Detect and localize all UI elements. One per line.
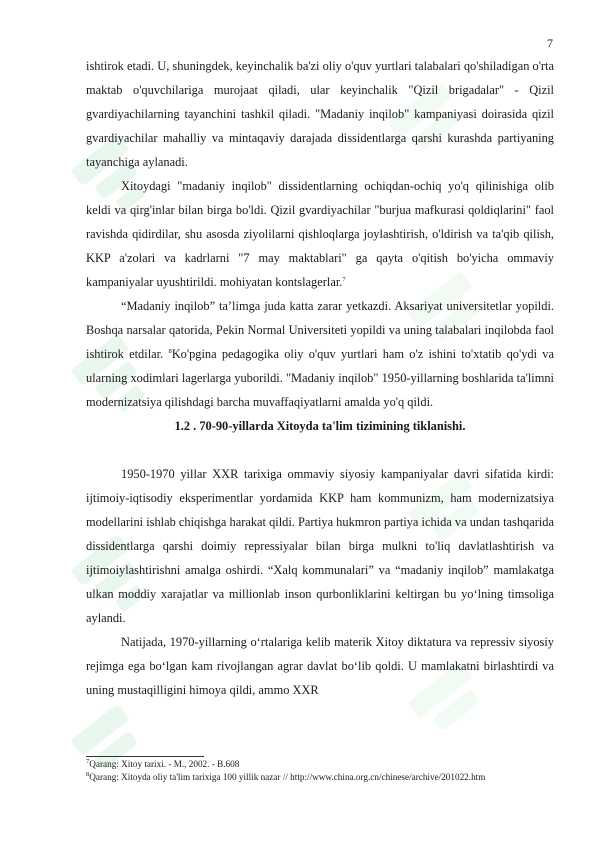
footnote-ref-7[interactable]: 7 — [342, 275, 346, 283]
paragraph-text: Natijada, 1970-yillarning o‘rtalariga kelib materik Xitoy diktatura va repressiv siyosiy rejimga ega bo‘lgan kam rivojlangan agrar davlat bo‘lib qoldi. U mamlakatni birlashtirdi va uning mustaqilligini himoya qildi, ammo XXR — [86, 635, 554, 697]
footnote-8 — [86, 771, 556, 784]
page-number: 7 — [547, 36, 553, 50]
footnote-mark: 8 — [86, 770, 90, 778]
paragraph-education-damage — [86, 294, 554, 414]
section-heading: 1.2 . 70-90-yillarda Xitoyda ta'lim tizimining tiklanishi. — [174, 419, 466, 433]
page-body — [86, 54, 554, 702]
paragraph-text: Ko'pgina pedagogika oliy o'quv yurtlari ham o'z ishini to'xtatib qo'ydi va ularning xodimlari lagerlarga yuborildi. "Madaniy inqilob" 1950-yillarning boshlarida ta'limni modernizatsiya qilishdagi barcha muvaffaqiyatlarni amalda yo'q qildi. — [86, 347, 555, 409]
footnote-7 — [86, 758, 556, 771]
footnotes — [86, 758, 556, 784]
paragraph-text: “Madaniy inqilob” ta’limga juda katta zarar yetkazdi. Aksariyat universitetlar yopildi. Boshqa narsalar qatorida, Pekin Normal Universiteti yopildi va uning talabalari inqilobda faol ishtirok etdilar. — [86, 299, 554, 361]
paragraph-text: ishtirok etadi. U, shuningdek, keyinchalik ba'zi oliy o'quv yurtlari talabalari qo'shiladigan o'rta maktab o'quvchilariga murojaat qiladi, ular keyinchalik "Qizil brigadalar" - Qizil gvardiyachilarning tayanchini tashkil qiladi. "Madaniy inqilob" kampaniyasi doirasida qizil gvardiyachilar mahalliy va mintaqaviy darajada dissidentlarga qarshi kurashda partiyaning tayanchiga aylanadi. — [86, 59, 554, 169]
paragraph-continuation — [86, 54, 554, 174]
paragraph-political-campaigns — [86, 462, 554, 630]
paragraph-text: Xitoydagi "madaniy inqilob" dissidentlarning ochiqdan-ochiq yo'q qilinishiga olib keldi va qirg'inlar bilan birga bo'ldi. Qizil gvardiyachilar "burjua mafkurasi qoldiqlarini" faol ravishda qidirdilar, shu asosda ziyolilarni qishloqlarga joylashtirish, o'ldirish va ta'qib qilish, KKP a'zolari va kadrlarni "7 may maktablari" ga qayta o'qitish bo'yicha ommaviy kampaniyalar uyushtirildi. mohiyatan kontslagerlar. — [86, 179, 554, 289]
paragraph-result — [86, 630, 554, 702]
footnote-text: Qarang: Xitoy tarixi. - M., 2002. - B.608 — [89, 759, 240, 769]
footnote-divider — [86, 756, 204, 757]
paragraph-cultural-revolution — [86, 174, 554, 294]
footnote-mark: 7 — [86, 757, 90, 765]
footnote-ref-8[interactable]: 8 — [168, 347, 172, 355]
paragraph-text: 1950-1970 yillar XXR tarixiga ommaviy siyosiy kampaniyalar davri sifatida kirdi: ijtimoiy-iqtisodiy eksperimentlar yordamida KKP ham kommunizm, ham modernizatsiya modellarini ishlab chiqishga harakat qildi. Partiya hukmron partiya ichida va undan tashqarida dissidentlarga qarshi doimiy repressiyalar bilan birga mulkni to'liq davlatlashtirish va ijtimoiylashtirishni amalga oshirdi. “Xalq kommunalari” va “madaniy inqilob” mamlakatga ulkan moddiy xarajatlar va millionlab inson qurbonliklarini keltirgan bu yo‘lning timsoliga aylandi. — [86, 467, 554, 625]
footnote-text: Qarang: Xitoyda oliy ta'lim tarixiga 100 yillik nazar // http://www.china.org.cn/chinese/archive/201022.htm — [89, 772, 486, 782]
